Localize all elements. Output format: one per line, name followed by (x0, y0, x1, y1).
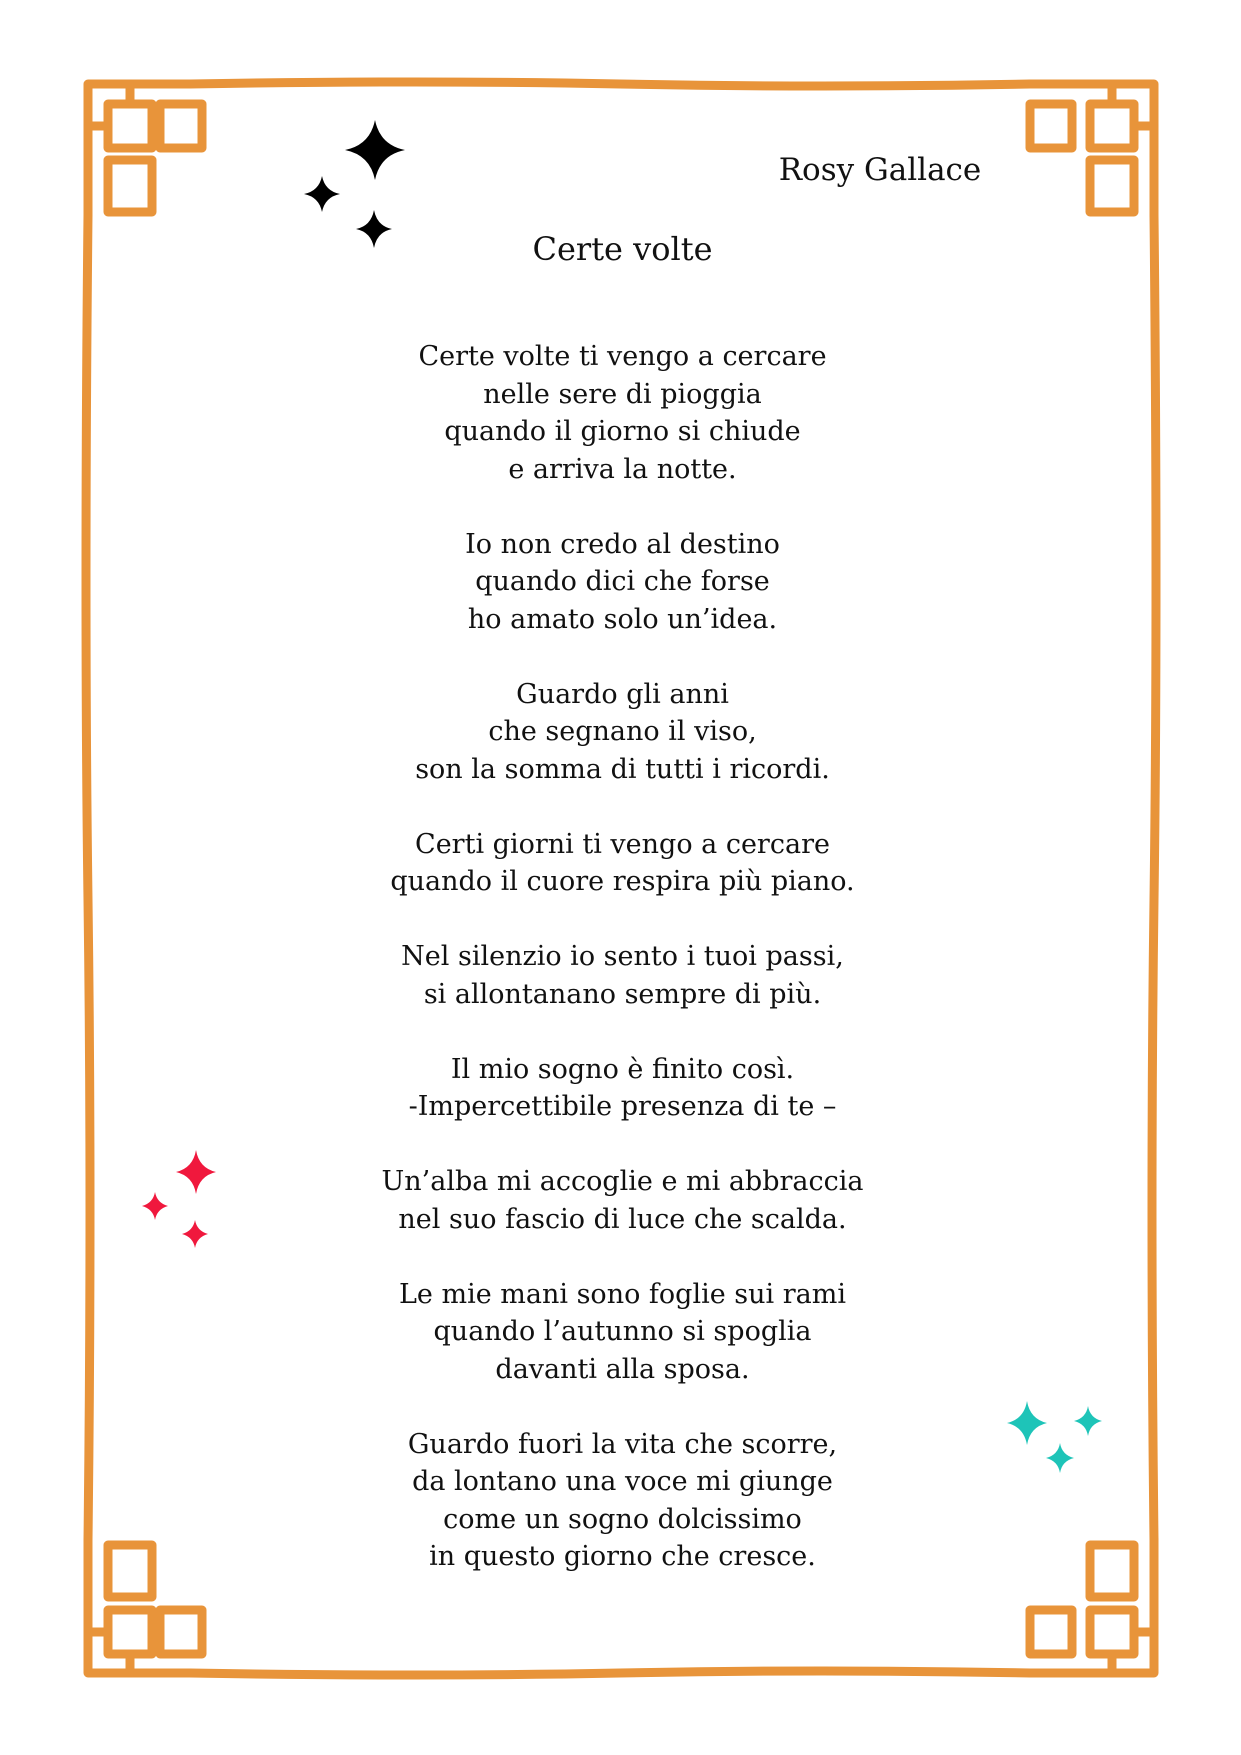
poem-line: da lontano una voce mi giunge (412, 1466, 833, 1497)
poem-line: davanti alla sposa. (495, 1353, 750, 1385)
corner-ornament-top-right (1030, 84, 1154, 215)
stanza (60, 1051, 1185, 1126)
stanza (60, 826, 1185, 901)
poem-line: e arriva la notte. (508, 453, 737, 485)
poem-body (60, 338, 1185, 1613)
corner-ornament-top-left (88, 84, 202, 215)
sparkles-black (304, 120, 405, 248)
poem-line: Le mie mani sono foglie sui rami (398, 1278, 846, 1310)
poem-line: Il mio sogno è finito così. (450, 1053, 795, 1085)
author-name: Rosy Gallace (778, 152, 982, 188)
poem-line: quando dici che forse (475, 566, 770, 597)
poem-line: quando il giorno si chiude (444, 416, 801, 447)
stanza (60, 1163, 1185, 1238)
poem-line: si allontanano sempre di più. (423, 978, 822, 1010)
stanza (60, 1276, 1185, 1389)
sparkle-icon (304, 176, 340, 212)
poem-line: Guardo gli anni (516, 678, 729, 710)
poem-line: son la somma di tutti i ricordi. (415, 753, 830, 785)
frame-bottom-edge (190, 1671, 1030, 1675)
poem-line: quando il cuore respira più piano. (390, 866, 855, 897)
stanza (60, 938, 1185, 1013)
stanza (60, 1426, 1185, 1576)
poem-line: nelle sere di pioggia (483, 378, 762, 410)
stanza (60, 526, 1185, 639)
poem-line: Nel silenzio io sento i tuoi passi, (401, 941, 844, 972)
stanza (60, 676, 1185, 789)
poem-line: come un sogno dolcissimo (443, 1503, 802, 1535)
poem-line: nel suo fascio di luce che scalda. (398, 1203, 847, 1235)
frame-top-edge (190, 82, 1030, 86)
poem-line: Un’alba mi accoglie e mi abbraccia (381, 1166, 864, 1197)
poem-line: Certi giorni ti vengo a cercare (415, 828, 830, 860)
poem-line: che segnano il viso, (488, 716, 757, 747)
sparkle-icon (345, 120, 405, 180)
poem-line: Certe volte ti vengo a cercare (418, 341, 827, 372)
stanza (60, 338, 1185, 488)
poem-line: -Impercettibile presenza di te – (408, 1091, 837, 1122)
poem-line: Guardo fuori la vita che scorre, (407, 1428, 838, 1460)
poem-line: quando l’autunno si spoglia (433, 1316, 812, 1347)
poem-line: in questo giorno che cresce. (429, 1541, 816, 1572)
poem-line: Io non credo al destino (465, 528, 780, 560)
poem-line: ho amato solo un’idea. (467, 603, 778, 635)
poem-title: Certe volte (532, 230, 713, 268)
